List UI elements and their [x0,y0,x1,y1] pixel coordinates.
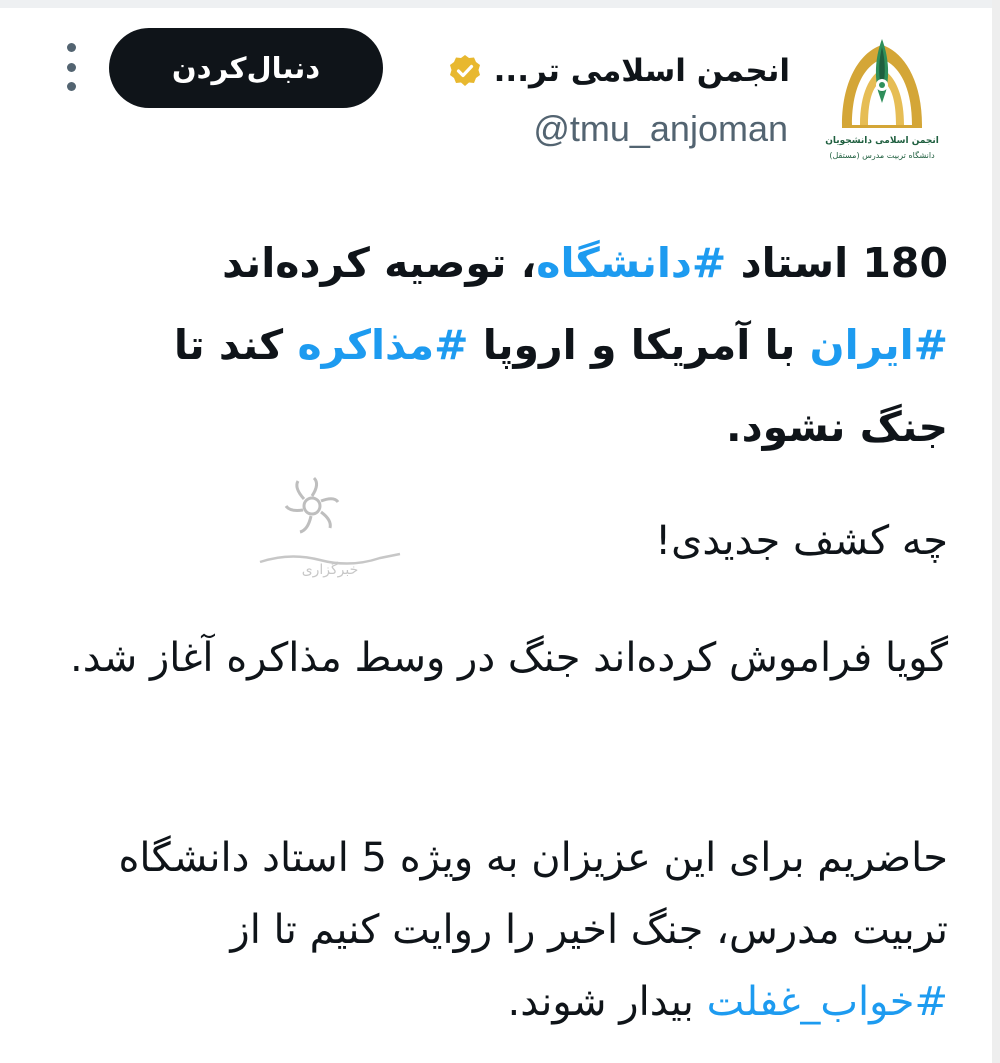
hashtag-negotiate[interactable]: #مذاکره [297,321,469,369]
hashtag-sleep-negligence[interactable]: #خواب_غفلت [706,979,948,1025]
more-options-icon[interactable] [58,43,84,91]
follow-button[interactable]: دنبال‌کردن [109,28,383,108]
logo-line1: انجمن اسلامی دانشجویان [825,136,939,146]
screen-edge [992,0,1000,1063]
display-name[interactable]: انجمن اسلامی تر... [493,53,790,89]
para3-text-before: حاضریم برای این عزیزان به ویژه 5 استاد دانشگاه تربیت مدرس، جنگ اخیر را روایت کنیم تا از [118,835,948,953]
watermark-text: خبرگزاری [301,562,359,578]
top-strip [0,0,1000,8]
headline-number: 180 [862,239,948,287]
user-handle[interactable]: @tmu_anjoman [533,108,788,149]
avatar[interactable] [825,33,939,168]
tweet-paragraph-3 [68,822,948,1038]
hashtag-university[interactable]: #دانشگاه [536,239,727,287]
hashtag-iran[interactable]: #ایران [809,321,948,369]
tweet-paragraph-2: گویا فراموش کرده‌اند جنگ در وسط مذاکره آغاز شد. [70,635,948,681]
verified-badge-icon[interactable] [448,54,482,88]
tweet-headline [128,222,948,468]
author-name-row[interactable] [448,46,790,96]
headline-word: استاد [740,239,849,287]
para3-text-after: بیدار شوند. [507,979,694,1025]
logo-line2: دانشگاه تربیت مدرس (مستقل) [829,151,935,160]
headline-end: کند تا جنگ نشود. [173,321,948,451]
headline-with: با آمریکا و اروپا [482,321,796,369]
headline-recommended: ، توصیه کرده‌اند [222,239,537,287]
tweet-paragraph-1: چه کشف جدیدی! [655,518,948,564]
anjoman-logo-icon [825,33,939,168]
